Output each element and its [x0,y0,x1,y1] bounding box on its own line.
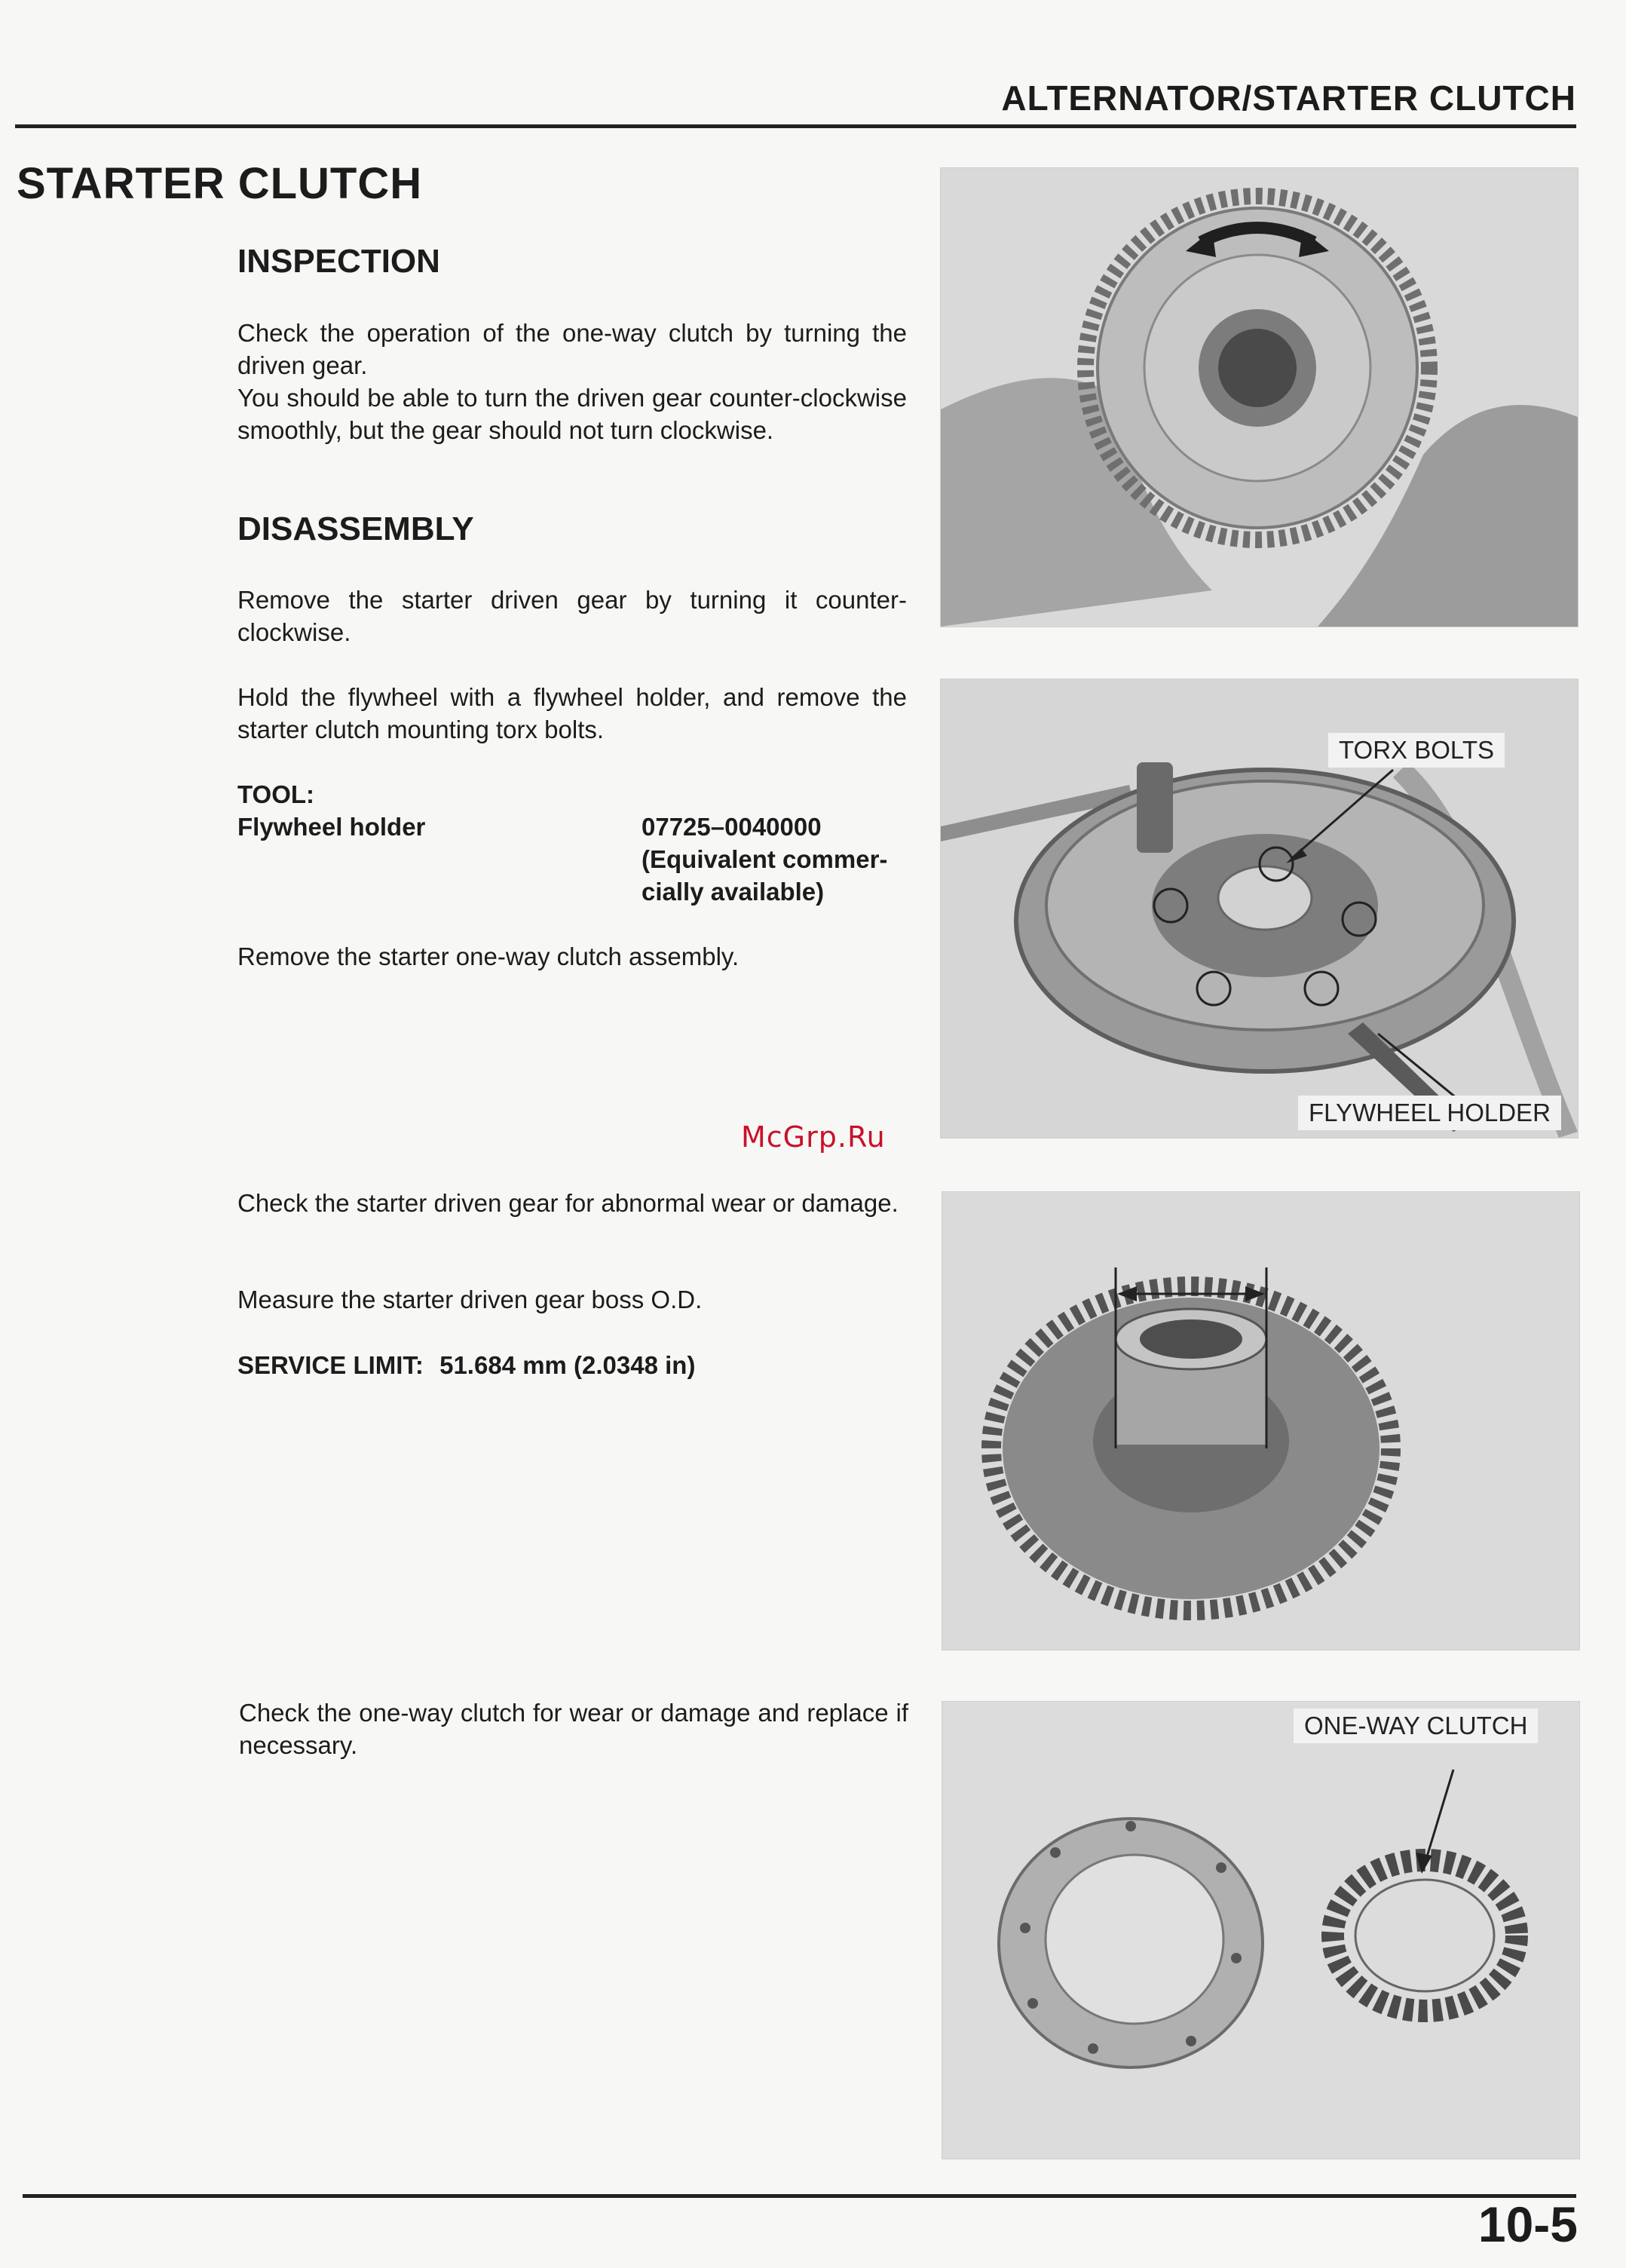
photo-driven-gear-measure [942,1191,1580,1650]
callout-flywheel-holder: FLYWHEEL HOLDER [1298,1096,1561,1130]
clutch-outer-ring-icon [999,1819,1263,2067]
service-limit-value: 51.684 mm (2.0348 in) [439,1351,696,1379]
callout-one-way-clutch: ONE-WAY CLUTCH [1294,1709,1538,1743]
measure-text: Measure the starter driven gear boss O.D. [237,1286,703,1313]
tool-note-line-1: (Equivalent commer- [642,845,888,873]
inspection-text-2: You should be able to turn the driven gear counter-clockwise smoothly, but the gear should not turn clockwise. [237,384,907,444]
inspection-text-1: Check the operation of the one-way clutch by turning the driven gear. [237,319,907,379]
section-title: STARTER CLUTCH [17,159,423,208]
tool-label: TOOL: [237,780,315,808]
photo-one-way-clutch [942,1701,1580,2159]
inspection-title: INSPECTION [237,243,440,280]
disassembly-title: DISASSEMBLY [237,510,474,547]
socket-tool [1137,762,1173,853]
callout-torx-bolts: TORX BOLTS [1328,733,1505,768]
disassembly-text-1: Remove the starter driven gear by turning it counter-clockwise. [237,586,907,646]
service-limit-label: SERVICE LIMIT: [237,1351,424,1379]
chapter-title: ALTERNATOR/STARTER CLUTCH [1001,78,1576,118]
flywheel-icon [1016,770,1514,1071]
tool-number: 07725–0040000 [642,813,822,841]
service-limit [237,1349,695,1381]
disassembly-text-2: Hold the flywheel with a flywheel holder, and remove the starter clutch mounting torx bolts. [237,683,907,743]
header-rule [15,124,1576,128]
footer-rule [23,2194,1576,2198]
photo-driven-gear-in-hands [940,167,1579,627]
disassembly-text-3: Remove the starter one-way clutch assembly. [237,942,740,970]
gear-check-text: Check the starter driven gear for abnormal wear or damage. [237,1189,899,1217]
watermark-text: McGrp.Ru [741,1120,886,1154]
clutch-check-text: Check the one-way clutch for wear or damage and replace if necessary. [239,1699,908,1759]
tool-name: Flywheel holder [237,813,426,841]
tool-note-line-2: cially available) [642,878,825,906]
page-number: 10-5 [1477,2196,1578,2252]
